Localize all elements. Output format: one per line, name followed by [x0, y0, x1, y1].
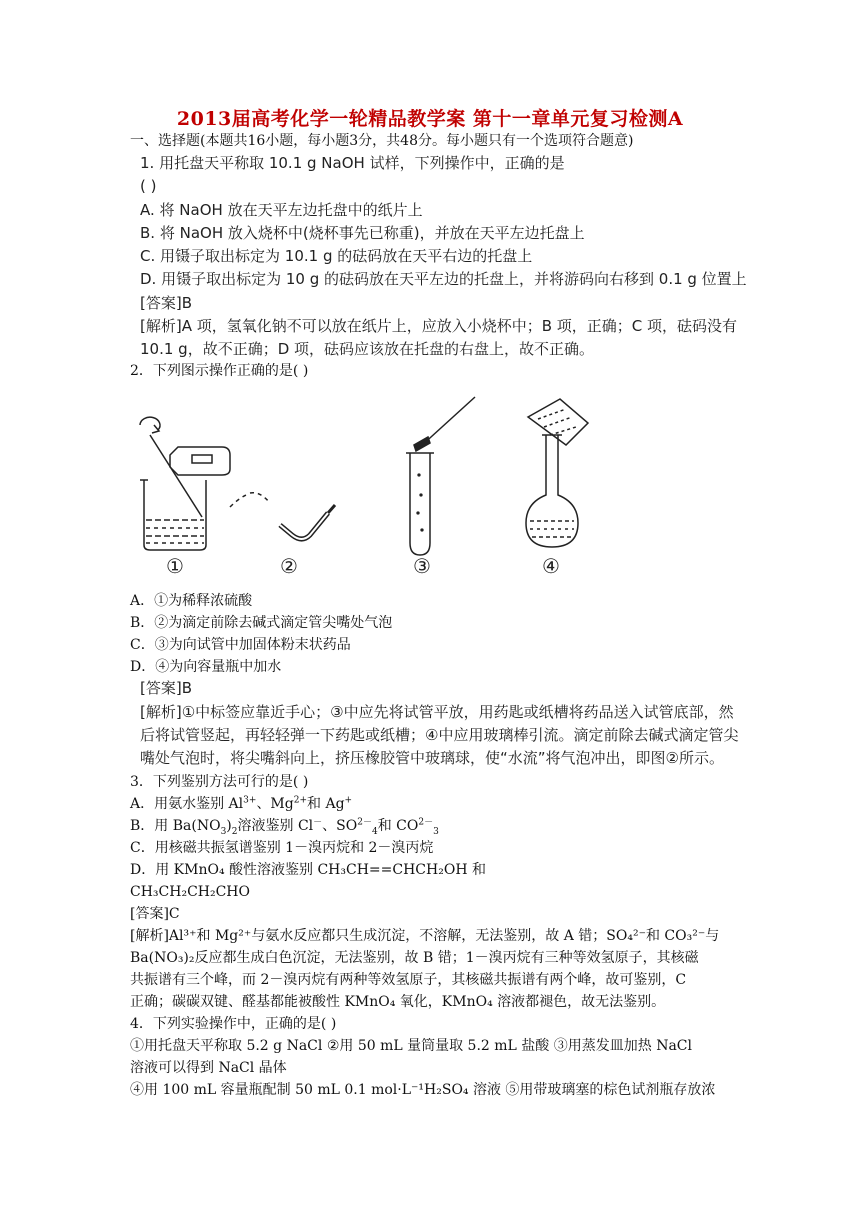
- q1-answer: [答案]B: [140, 294, 192, 312]
- q1-stem: 1. 用托盘天平称取 10.1 g NaOH 试样，下列操作中，正确的是: [140, 154, 565, 172]
- q2-analysis-line1: [解析]①中标签应靠近手心；③中应先将试管平放，用药匙或纸槽将药品送入试管底部，然: [140, 703, 734, 721]
- q3-option-a: A．用氨水鉴别 $Al^{3+}$、$Mg^{2+}$和 Ag+: [130, 795, 353, 812]
- q3-analysis-line2: Ba(NO₃)₂反应都生成白色沉淀，无法鉴别，故 B 错；1－溴丙烷有三种等效氢原子，其核磁: [130, 950, 699, 966]
- q4-line1: ①用托盘天平称取 5.2 g NaCl ②用 50 mL 量筒量取 5.2 mL 盐酸 ③用蒸发皿加热 NaCl: [130, 1038, 692, 1054]
- figure-1-beaker-bottle: [140, 417, 230, 550]
- q1-option-a: A. 将 NaOH 放在天平左边托盘中的纸片上: [140, 201, 423, 219]
- q1-analysis-line2: 10.1 g，故不正确；D 项，砝码应该放在托盘的右盘上，故不正确。: [140, 340, 595, 358]
- q4-line2: 溶液可以得到 NaCl 晶体: [130, 1060, 287, 1076]
- figure-label-3: ③: [413, 554, 431, 578]
- q2-answer: [答案]B: [140, 679, 192, 697]
- q3-option-d-line1: D．用 KMnO₄ 酸性溶液鉴别 CH₃CH==CHCH₂OH 和: [130, 862, 486, 878]
- q3-analysis-line4: 正确；碳碳双键、醛基都能被酸性 KMnO₄ 氧化，KMnO₄ 溶液都褪色，故无法鉴别。: [130, 994, 666, 1010]
- q2-option-b: B．②为滴定前除去碱式滴定管尖嘴处气泡: [130, 615, 393, 631]
- q2-analysis-line2: 后将试管竖起，再轻轻弹一下药匙或纸槽；④中应用玻璃棒引流。滴定前除去碱式滴定管尖: [140, 726, 739, 744]
- figure-label-1: ①: [166, 554, 184, 578]
- q2-analysis-line3: 嘴处气泡时，将尖嘴斜向上，挤压橡胶管中玻璃球，使“水流”将气泡冲出，即图②所示。: [140, 749, 724, 767]
- q3-option-b: B．用 $Ba(NO_3)_2$溶液鉴别 Cl－、$SO^{2-}_4$和 $CO^{2-}_3$: [130, 817, 439, 837]
- figure-4-volumetric-flask: [526, 399, 588, 547]
- q1-analysis-line1: [解析]A 项，氢氧化钠不可以放在纸片上，应放入小烧杯中；B 项，正确；C 项，砝码没有: [140, 317, 738, 335]
- q3-analysis-line3: 共振谱有三个峰，而 2－溴丙烷有两种等效氢原子，其核磁共振谱有两个峰，故可鉴别，C: [130, 972, 687, 988]
- q2-option-a: A．①为稀释浓硫酸: [130, 593, 253, 609]
- figure-2-burette: [230, 493, 335, 539]
- q3-analysis-line1: [解析]Al³⁺和 Mg²⁺与氨水反应都只生成沉淀，不溶解，无法鉴别，故 A 错；SO₄²⁻和 CO₃²⁻与: [130, 928, 720, 944]
- document-title: 2013届高考化学一轮精品教学案 第十一章单元复习检测A: [176, 108, 684, 130]
- figure-label-2: ②: [280, 554, 298, 578]
- q2-option-d: D．④为向容量瓶中加水: [130, 659, 282, 675]
- q2-stem: 2．下列图示操作正确的是( ): [130, 363, 309, 379]
- q1-option-c: C. 用镊子取出标定为 10.1 g 的砝码放在天平右边的托盘上: [140, 247, 533, 265]
- q1-option-d: D. 用镊子取出标定为 10 g 的砝码放在天平左边的托盘上，并将游码向右移到 0.1 g 位置上: [140, 270, 747, 288]
- q4-stem: 4．下列实验操作中，正确的是( ): [130, 1016, 337, 1032]
- section-heading: 一、选择题(本题共16小题，每小题3分，共48分。每小题只有一个选项符合题意): [130, 133, 634, 149]
- q3-option-c: C．用核磁共振氢谱鉴别 1－溴丙烷和 2－溴丙烷: [130, 840, 434, 856]
- q1-option-b: B. 将 NaOH 放入烧杯中(烧杯事先已称重)，并放在天平左边托盘上: [140, 224, 585, 242]
- q4-line3: ④用 100 mL 容量瓶配制 50 mL 0.1 mol·L⁻¹H₂SO₄ 溶液 ⑤用带玻璃塞的棕色试剂瓶存放浓: [130, 1082, 716, 1098]
- figure-label-4: ④: [542, 554, 560, 578]
- q2-option-c: C．③为向试管中加固体粉末状药品: [130, 637, 351, 653]
- q3-stem: 3．下列鉴别方法可行的是( ): [130, 774, 309, 790]
- q3-option-d-line2: CH₃CH₂CH₂CHO: [130, 884, 250, 900]
- q2-figure: [130, 395, 750, 585]
- q3-answer: [答案]C: [130, 906, 180, 922]
- q1-paren: ( ): [140, 177, 157, 195]
- figure-3-test-tube: [406, 397, 475, 555]
